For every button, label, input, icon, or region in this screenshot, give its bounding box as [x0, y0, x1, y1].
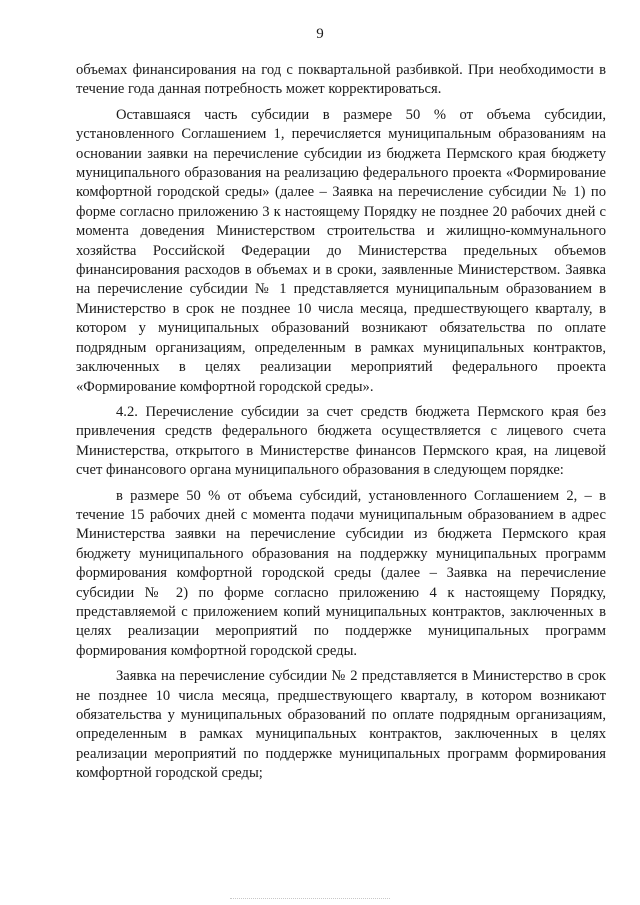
scan-artifact-line — [230, 898, 390, 903]
paragraph-financing-continuation: объемах финансирования на год с поквартальной разбивкой. При необходимости в течение года данная потребность может корректироваться. — [76, 62, 606, 98]
paragraph-request-2: Заявка на перечисление субсидии № 2 представляется в Министерство в срок не позднее 10 числа месяца, предшествующего кварталу, в котором возникают обязательства у муниципальных образований по оплате подрядным организациям, определенным в рамках муниципальных контрактов, заключенных в целях реализации мероприятий по поддержке муниципальных программ формирования комфортной городской среды; — [76, 668, 606, 782]
document-body — [76, 61, 606, 784]
paragraph-remaining-subsidy: Оставшаяся часть субсидии в размере 50 % от объема субсидии, установленного Соглашением 1, перечисляется муниципальным образованиям на основании заявки на перечисление субсидии из бюджета Пермского края бюджету муниципального образования на реализацию федерального проекта «Формирование комфортной городской среды» (далее – Заявка на перечисление субсидии № 1) по форме согласно приложению 3 к настоящему Порядку не позднее 20 рабочих дней с момента доведения Министерством строительства и жилищно-коммунального хозяйства Российской Федерации до Министерства предельных объемов финансирования расходов в объемах и в сроки, заявленные Министерством. Заявка на перечисление субсидии № 1 представляется муниципальным образованием в Министерство в срок не позднее 10 числа месяца, предшествующего кварталу, в котором у муниципальных образований возникают обязательства по оплате подрядным организациям, определенным в рамках муниципальных контрактов, заключенных в целях реализации мероприятий федерального проекта «Формирование комфортной городской среды». — [76, 106, 606, 395]
paragraph-section-4-2: 4.2. Перечисление субсидии за счет средств бюджета Пермского края без привлечения средств федерального бюджета осуществляется с лицевого счета Министерства, открытого в Министерстве финансов Пермского края, на лицевой счет финансового органа муниципального образования в следующем порядке: — [76, 403, 606, 479]
page-number: 9 — [316, 26, 324, 42]
paragraph-fifty-percent: в размере 50 % от объема субсидий, установленного Соглашением 2, – в течение 15 рабочих дней с момента подачи муниципальным образованием в адрес Министерства заявки на перечисление субсидии из бюджета Пермского края бюджету муниципального образования на поддержку муниципальных программ формирования комфортной городской среды (далее – Заявка на перечисление субсидии № 2) по форме согласно приложению 4 к настоящему Порядку, представляемой с приложением копий муниципальных контрактов, заключенных в целях реализации мероприятий по поддержке муниципальных программ формирования комфортной городской среды. — [76, 487, 606, 659]
